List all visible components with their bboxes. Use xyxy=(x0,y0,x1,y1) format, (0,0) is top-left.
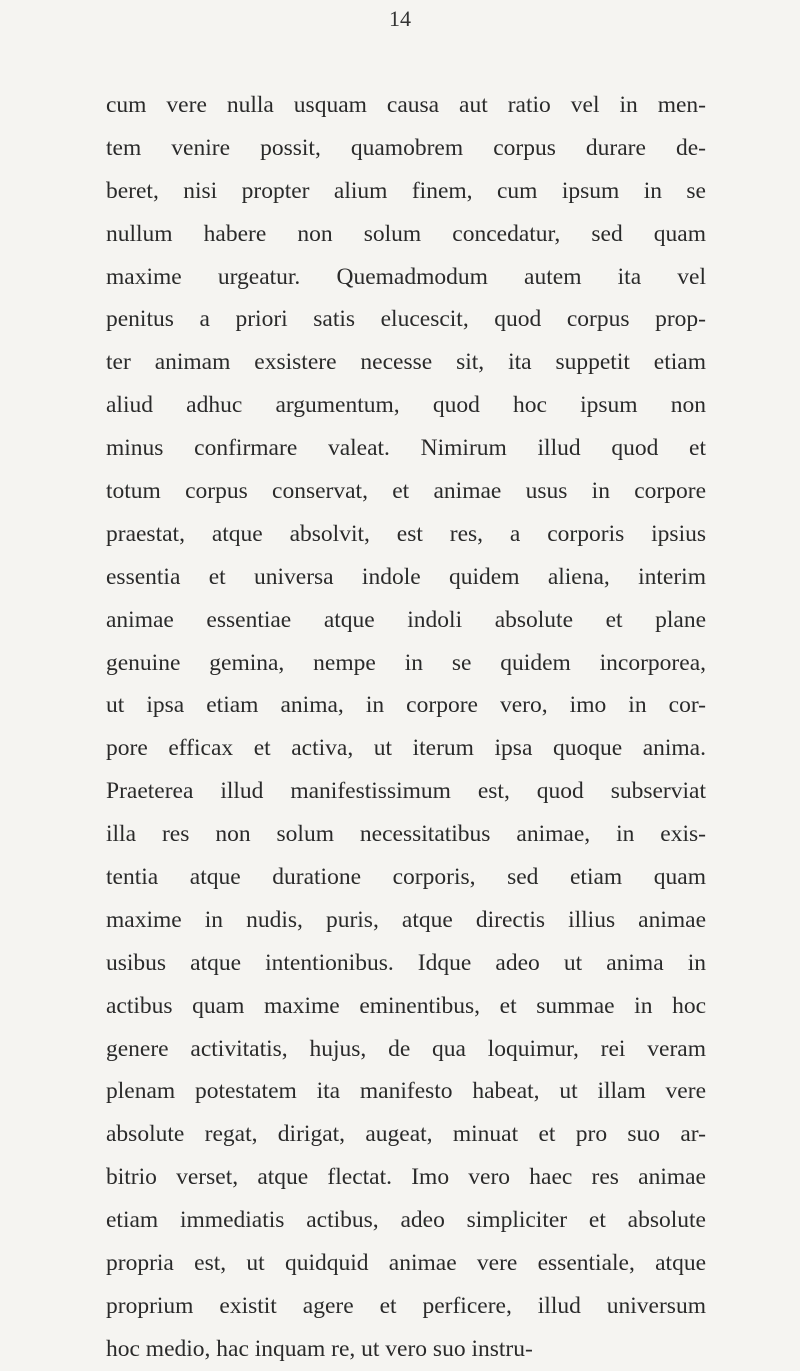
text-line: bitrio verset, atque flectat. Imo vero haec res animae xyxy=(106,1164,706,1191)
text-line: hoc medio, hac inquam re, ut vero suo instru- xyxy=(106,1335,533,1362)
body-text xyxy=(106,84,706,1371)
text-line: proprium existit agere et perficere, illud universum xyxy=(106,1292,706,1319)
text-line: praestat, atque absolvit, est res, a corporis ipsius xyxy=(106,520,706,547)
text-line: Praeterea illud manifestissimum est, quod subserviat xyxy=(106,778,706,805)
text-line: nullum habere non solum concedatur, sed quam xyxy=(106,220,706,247)
text-line: usibus atque intentionibus. Idque adeo ut anima in xyxy=(106,949,706,976)
text-line: totum corpus conservat, et animae usus in corpore xyxy=(106,478,706,505)
text-line: illa res non solum necessitatibus animae, in exis- xyxy=(106,821,706,848)
text-line: ut ipsa etiam anima, in corpore vero, imo in cor- xyxy=(106,692,706,719)
text-line: propria est, ut quidquid animae vere essentiale, atque xyxy=(106,1250,706,1277)
text-line: beret, nisi propter alium finem, cum ipsum in se xyxy=(106,177,706,204)
text-line: maxime urgeatur. Quemadmodum autem ita vel xyxy=(106,263,706,290)
text-line: penitus a priori satis elucescit, quod corpus prop- xyxy=(106,306,706,333)
text-line: cum vere nulla usquam causa aut ratio vel in men- xyxy=(106,92,706,118)
page-number: 14 xyxy=(389,6,411,31)
text-line: plenam potestatem ita manifesto habeat, ut illam vere xyxy=(106,1078,706,1105)
text-line: aliud adhuc argumentum, quod hoc ipsum non xyxy=(106,392,706,419)
text-line: actibus quam maxime eminentibus, et summae in hoc xyxy=(106,992,706,1019)
text-line: animae essentiae atque indoli absolute et plane xyxy=(106,606,706,633)
text-line: essentia et universa indole quidem aliena, interim xyxy=(106,563,706,590)
text-line: maxime in nudis, puris, atque directis illius animae xyxy=(106,906,706,933)
text-line: absolute regat, dirigat, augeat, minuat et pro suo ar- xyxy=(106,1121,706,1148)
text-line: etiam immediatis actibus, adeo simpliciter et absolute xyxy=(106,1207,706,1234)
text-line: tem venire possit, quamobrem corpus durare de- xyxy=(106,134,706,161)
text-line: pore efficax et activa, ut iterum ipsa quoque anima. xyxy=(106,735,706,762)
text-line: tentia atque duratione corporis, sed etiam quam xyxy=(106,864,706,891)
text-line: ter animam exsistere necesse sit, ita suppetit etiam xyxy=(106,349,706,376)
text-line: minus confirmare valeat. Nimirum illud quod et xyxy=(106,435,706,462)
text-line: genuine gemina, nempe in se quidem incorporea, xyxy=(106,649,706,676)
text-line: genere activitatis, hujus, de qua loquimur, rei veram xyxy=(106,1035,706,1062)
